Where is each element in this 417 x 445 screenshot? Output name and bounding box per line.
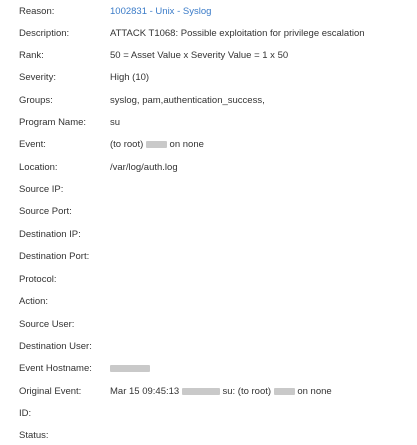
description-value: ATTACK T1068: Possible exploitation for privilege escalation [110,28,365,39]
source-ip-label: Source IP: [19,184,64,195]
location-value: /var/log/auth.log [110,162,178,173]
destination-ip-label: Destination IP: [19,229,81,240]
location-label: Location: [19,162,58,173]
redacted-hostname [110,365,150,372]
description-label: Description: [19,28,70,39]
event-value-suffix: on none [169,139,204,150]
severity-value: High (10) [110,72,150,83]
reason-link[interactable]: 1002831 - Unix - Syslog [110,6,212,17]
redacted-username [274,388,295,395]
original-event-suffix: on none [297,386,332,397]
event-value-prefix: (to root) [110,139,144,150]
original-event-value [110,385,332,399]
redacted-username [146,141,167,148]
destination-port-label: Destination Port: [19,251,90,262]
program-name-value: su [110,117,121,128]
event-value [110,138,204,152]
source-user-label: Source User: [19,319,75,330]
destination-user-label: Destination User: [19,341,92,352]
groups-label: Groups: [19,95,53,106]
original-event-timestamp: Mar 15 09:45:13 [110,386,180,397]
severity-label: Severity: [19,72,56,83]
groups-value: syslog, pam,authentication_success, [110,95,265,106]
original-event-message: su: (to root) [222,386,272,397]
event-hostname-label: Event Hostname: [19,363,92,374]
action-label: Action: [19,296,49,307]
status-label: Status: [19,430,49,441]
redacted-hostname [182,388,220,395]
reason-label: Reason: [19,6,55,17]
source-port-label: Source Port: [19,206,72,217]
program-name-label: Program Name: [19,117,87,128]
original-event-label: Original Event: [19,386,82,397]
rank-value: 50 = Asset Value x Severity Value = 1 x 50 [110,50,289,61]
id-label: ID: [19,408,32,419]
event-label: Event: [19,139,46,150]
rank-label: Rank: [19,50,44,61]
protocol-label: Protocol: [19,274,57,285]
event-hostname-value [110,362,150,376]
